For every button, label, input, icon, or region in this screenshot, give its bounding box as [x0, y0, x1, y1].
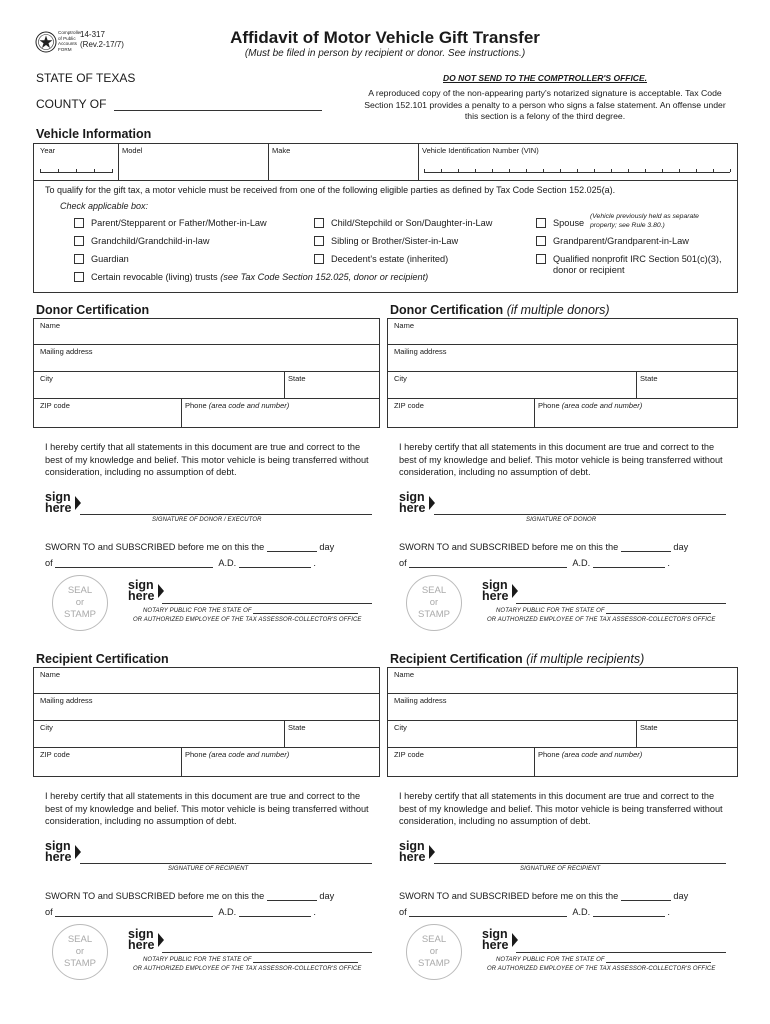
recipient-sign-here [45, 841, 71, 863]
sign-text: sign [399, 490, 425, 504]
donor2-state-field[interactable]: State [640, 374, 658, 383]
heading-text: Donor Certification [390, 303, 504, 317]
county-field[interactable] [114, 98, 322, 111]
nonprofit-checkbox[interactable] [536, 254, 546, 264]
sworn-label: SWORN TO and SUBSCRIBED before me on this the [399, 542, 619, 552]
nonprofit-label: Qualified nonprofit IRC Section 501(c)(3), donor or recipient [553, 254, 722, 275]
donor-sign-here [45, 492, 71, 514]
divider [636, 371, 637, 398]
comb-tick [441, 169, 442, 172]
recipient2-notary-caption-2: OR AUTHORIZED EMPLOYEE OF THE TAX ASSESSOR-COLLECTOR'S OFFICE [487, 966, 716, 972]
donor2-notary-caption [496, 607, 711, 614]
recipient2-notary-caption [496, 956, 711, 963]
recipient-address-table [33, 667, 380, 777]
sworn-label: SWORN TO and SUBSCRIBED before me on this the [45, 542, 265, 552]
recipient2-state-field[interactable]: State [640, 723, 658, 732]
donor2-signature-line[interactable] [434, 514, 726, 515]
donor2-address-table [387, 318, 738, 428]
donor2-phone-field[interactable] [538, 401, 642, 410]
sworn-day-field[interactable] [621, 541, 671, 552]
donor-sworn-date: of A.D. . [45, 558, 316, 568]
arrow-icon [75, 845, 81, 859]
recipient-multiple-heading [390, 652, 644, 666]
or-text: or [429, 597, 439, 608]
sibling-label: Sibling or Brother/Sister-in-Law [331, 236, 459, 246]
comb-tick [475, 169, 476, 172]
recipient2-signature-caption: SIGNATURE OF RECIPIENT [520, 866, 601, 872]
recipient-sworn-text [45, 890, 334, 901]
donor2-sworn-date: of A.D. . [399, 558, 670, 568]
arrow-icon [429, 845, 435, 859]
child-label: Child/Stepchild or Son/Daughter-in-Law [331, 218, 493, 228]
comb-tick [112, 169, 113, 172]
divider [534, 398, 535, 428]
sworn-day-field[interactable] [267, 890, 317, 901]
heading-note: (if multiple recipients) [526, 652, 645, 666]
recipient2-mailing-field[interactable]: Mailing address [394, 696, 447, 705]
recipient-notary-signature-line[interactable] [162, 952, 372, 953]
or-text: or [75, 597, 85, 608]
seal-text: SEAL [67, 585, 93, 596]
recipient-signature-caption: SIGNATURE OF RECIPIENT [168, 866, 249, 872]
divider [33, 720, 380, 721]
or-text: or [429, 946, 439, 957]
seal-text: SEAL [421, 585, 447, 596]
divider [33, 344, 380, 345]
sibling-checkbox[interactable] [314, 236, 324, 246]
comb-tick [458, 169, 459, 172]
recipient2-city-field[interactable]: City [394, 723, 407, 732]
here-text: here [482, 589, 509, 603]
here-text: here [399, 850, 426, 864]
of-label: of [45, 558, 53, 568]
year-label: Year [40, 146, 56, 155]
spouse-note: (Vehicle previously held as separate property; see Rule 3.80.) [590, 213, 699, 229]
recipient2-seal-stamp [406, 924, 462, 980]
form-subtitle: (Must be filed in person by recipient or donor. See instructions.) [244, 48, 526, 59]
heading-note: (if multiple donors) [506, 303, 610, 317]
state-label: STATE OF TEXAS [36, 71, 136, 85]
phone-text: Phone [538, 401, 560, 410]
divider [181, 747, 182, 777]
sworn-month-field[interactable] [55, 557, 213, 568]
penalty-notice: A reproduced copy of the non-appearing party's notarized signature is acceptable. Tax Code Section 152.101 provides a penalty to a person who signs a false statement. An offense under this section is a felony of the third degree. [364, 88, 726, 121]
grandparent-label: Grandparent/Grandparent-in-Law [553, 236, 689, 246]
arrow-icon [429, 496, 435, 510]
donor2-signature-caption: SIGNATURE OF DONOR [526, 517, 597, 523]
stamp-text: STAMP [417, 958, 451, 969]
vin-label: Vehicle Identification Number (VIN) [422, 146, 539, 155]
notary-state-field[interactable] [253, 956, 358, 963]
donor-phone-field[interactable] [185, 401, 289, 410]
donor2-zip-field[interactable]: ZIP code [394, 401, 424, 410]
arrow-icon [512, 933, 518, 947]
divider [387, 747, 738, 748]
donor-notary-caption-2: OR AUTHORIZED EMPLOYEE OF THE TAX ASSESSOR-COLLECTOR'S OFFICE [133, 617, 362, 623]
recipient-heading: Recipient Certification [36, 652, 169, 666]
donor-signature-line[interactable] [80, 514, 372, 515]
agency-line: FORM [58, 46, 72, 52]
seal-text: SEAL [67, 934, 93, 945]
divider [284, 371, 285, 398]
comb-tick [526, 169, 527, 172]
parent-label: Parent/Stepparent or Father/Mother-in-Law [91, 218, 267, 228]
agency-line: Comptroller [58, 30, 82, 35]
trust-label [91, 272, 428, 282]
comb-tick [611, 169, 612, 172]
recipient-mailing-field[interactable]: Mailing address [40, 696, 93, 705]
phone-note: (area code and number) [561, 401, 643, 410]
recipient2-sworn-text [399, 890, 688, 901]
comb-tick [645, 169, 646, 172]
county-text: COUNTY OF [36, 97, 107, 111]
divider [387, 693, 738, 694]
recipient-signature-line[interactable] [80, 863, 372, 864]
divider [33, 398, 380, 399]
of-label: of [399, 558, 407, 568]
sign-text: sign [399, 839, 425, 853]
divider [118, 143, 119, 180]
arrow-icon [512, 584, 518, 598]
guardian-label: Guardian [91, 254, 129, 264]
comb-tick [94, 169, 95, 172]
donor-notary-sign-here [128, 580, 154, 602]
comptroller-warning: DO NOT SEND TO THE COMPTROLLER'S OFFICE. [443, 73, 647, 83]
comb-tick [492, 169, 493, 172]
comb-tick [560, 169, 561, 172]
here-text: here [128, 589, 155, 603]
vehicle-row-divider [33, 180, 738, 181]
here-text: here [128, 938, 155, 952]
model-label: Model [122, 146, 143, 155]
decedent-label: Decedent's estate (inherited) [331, 254, 449, 264]
day-label: day [319, 542, 335, 552]
comb-tick [58, 169, 59, 172]
divider [418, 143, 419, 180]
sworn-month-field[interactable] [409, 557, 567, 568]
vehicle-heading: Vehicle Information [36, 127, 152, 141]
decedent-checkbox[interactable] [314, 254, 324, 264]
donor2-name-field[interactable]: Name [394, 321, 415, 330]
sworn-month-field[interactable] [55, 906, 213, 917]
agency-line: of Public [58, 35, 76, 41]
phone-text: Phone [185, 401, 207, 410]
donor-sworn-text [45, 541, 334, 552]
recipient-state-field[interactable]: State [288, 723, 306, 732]
notary-state-field[interactable] [606, 607, 711, 614]
sworn-label: SWORN TO and SUBSCRIBED before me on this the [399, 891, 619, 901]
donor-signature-caption: SIGNATURE OF DONOR / EXECUTOR [152, 517, 262, 523]
phone-text: Phone [185, 750, 207, 759]
sign-text: sign [45, 839, 71, 853]
divider [636, 720, 637, 747]
sworn-year-field[interactable] [239, 557, 311, 568]
comb-tick [696, 169, 697, 172]
phone-note: (area code and number) [208, 401, 290, 410]
spouse-checkbox[interactable] [536, 218, 546, 228]
divider [181, 398, 182, 428]
divider [387, 371, 738, 372]
divider [387, 720, 738, 721]
comb-tick [577, 169, 578, 172]
recipient-notary-caption-2: OR AUTHORIZED EMPLOYEE OF THE TAX ASSESSOR-COLLECTOR'S OFFICE [133, 966, 362, 972]
recipient2-signature-line[interactable] [434, 863, 726, 864]
divider [33, 747, 380, 748]
recipient-name-field[interactable]: Name [40, 670, 61, 679]
comb-tick [730, 169, 731, 172]
recipient2-phone-field[interactable] [538, 750, 642, 759]
donor-multiple-heading [390, 303, 610, 317]
donor2-sworn-text [399, 541, 688, 552]
recipient2-notary-signature-line[interactable] [516, 952, 726, 953]
seal-text: SEAL [421, 934, 447, 945]
sworn-day-field[interactable] [621, 890, 671, 901]
divider [534, 747, 535, 777]
sworn-month-field[interactable] [409, 906, 567, 917]
donor2-certify-statement: I hereby certify that all statements in this document are true and correct to the best of my knowledge and belief. This motor vehicle is being transferred without consideration, including no assumption of debt. [399, 442, 723, 477]
sign-text: sign [482, 578, 508, 592]
spouse-label: Spouse [553, 218, 585, 228]
recipient2-sworn-date: of A.D. . [399, 907, 670, 917]
donor-seal-stamp [52, 575, 108, 631]
sign-text: sign [482, 927, 508, 941]
recipient-certify-statement: I hereby certify that all statements in this document are true and correct to the best of my knowledge and belief. This motor vehicle is being transferred without consideration, including no assumption of debt. [45, 791, 369, 826]
donor-name-field[interactable]: Name [40, 321, 61, 330]
sworn-year-field[interactable] [239, 906, 311, 917]
recipient-notary-caption [143, 956, 358, 963]
notary-text: NOTARY PUBLIC FOR THE STATE OF [496, 957, 605, 963]
day-label: day [673, 891, 689, 901]
sign-text: sign [128, 578, 154, 592]
donor-heading: Donor Certification [36, 303, 150, 317]
divider [33, 371, 380, 372]
divider [268, 143, 269, 180]
recipient2-notary-sign-here [482, 929, 508, 951]
ad-label: A.D. [572, 907, 591, 917]
ad-label: A.D. [218, 558, 237, 568]
agency-line: Accounts [58, 41, 77, 47]
here-text: here [399, 501, 426, 515]
make-label: Make [272, 146, 291, 155]
of-label: of [45, 907, 53, 917]
notary-state-field[interactable] [253, 607, 358, 614]
arrow-icon [158, 933, 164, 947]
here-text: here [45, 501, 72, 515]
child-checkbox[interactable] [314, 218, 324, 228]
grandparent-checkbox[interactable] [536, 236, 546, 246]
recipient2-certify-statement: I hereby certify that all statements in this document are true and correct to the best of my knowledge and belief. This motor vehicle is being transferred without consideration, including no assumption of debt. [399, 791, 723, 826]
sworn-year-field[interactable] [593, 557, 665, 568]
donor2-notary-sign-here [482, 580, 508, 602]
grandchild-label: Grandchild/Grandchild-in-law [91, 236, 210, 246]
divider [33, 693, 380, 694]
day-label: day [319, 891, 335, 901]
donor-city-field[interactable]: City [40, 374, 53, 383]
arrow-icon [75, 496, 81, 510]
divider [387, 398, 738, 399]
ad-label: A.D. [218, 907, 237, 917]
check-instruction: Check applicable box: [60, 201, 149, 211]
comb-tick [594, 169, 595, 172]
guardian-checkbox[interactable] [74, 254, 84, 264]
recipient2-address-table [387, 667, 738, 777]
recipient-notary-sign-here [128, 929, 154, 951]
notary-text: NOTARY PUBLIC FOR THE STATE OF [496, 608, 605, 614]
form-revision: (Rev.2-17/7) [80, 40, 124, 49]
recipient2-name-field[interactable]: Name [394, 670, 415, 679]
trust-checkbox[interactable] [74, 272, 84, 282]
donor2-city-field[interactable]: City [394, 374, 407, 383]
recipient-sworn-date: of A.D. . [45, 907, 316, 917]
stamp-text: STAMP [63, 958, 97, 969]
here-text: here [45, 850, 72, 864]
donor-address-table [33, 318, 380, 428]
ad-label: A.D. [572, 558, 591, 568]
heading-text: Recipient Certification [390, 652, 523, 666]
donor-certify-statement: I hereby certify that all statements in this document are true and correct to the best of my knowledge and belief. This motor vehicle is being transferred without consideration, including no assumption of debt. [45, 442, 369, 477]
comb-tick [543, 169, 544, 172]
here-text: here [482, 938, 509, 952]
comb-tick [628, 169, 629, 172]
donor2-notary-caption-2: OR AUTHORIZED EMPLOYEE OF THE TAX ASSESSOR-COLLECTOR'S OFFICE [487, 617, 716, 623]
sworn-year-field[interactable] [593, 906, 665, 917]
comb-tick [40, 169, 41, 172]
donor2-notary-signature-line[interactable] [516, 603, 726, 604]
comb-tick [662, 169, 663, 172]
recipient2-sign-here [399, 841, 425, 863]
comb-tick [76, 169, 77, 172]
qualify-text: To qualify for the gift tax, a motor vehicle must be received from one of the following eligible parties as defined by Tax Code Section 152.025(a). [45, 185, 616, 195]
donor2-mailing-field[interactable]: Mailing address [394, 347, 447, 356]
comb-tick [509, 169, 510, 172]
recipient-city-field[interactable]: City [40, 723, 53, 732]
donor2-sign-here [399, 492, 425, 514]
phone-note: (area code and number) [208, 750, 290, 759]
donor2-seal-stamp [406, 575, 462, 631]
parent-checkbox[interactable] [74, 218, 84, 228]
recipient2-zip-field[interactable]: ZIP code [394, 750, 424, 759]
stamp-text: STAMP [63, 609, 97, 620]
recipient-seal-stamp [52, 924, 108, 980]
divider [284, 720, 285, 747]
arrow-icon [158, 584, 164, 598]
recipient-phone-field[interactable] [185, 750, 289, 759]
of-label: of [399, 907, 407, 917]
notary-state-field[interactable] [606, 956, 711, 963]
donor-notary-caption [143, 607, 358, 614]
county-label [36, 97, 322, 111]
stamp-text: STAMP [417, 609, 451, 620]
day-label: day [673, 542, 689, 552]
sign-text: sign [128, 927, 154, 941]
grandchild-checkbox[interactable] [74, 236, 84, 246]
comb-tick [424, 169, 425, 172]
donor-notary-signature-line[interactable] [162, 603, 372, 604]
notary-text: NOTARY PUBLIC FOR THE STATE OF [143, 957, 252, 963]
donor-zip-field[interactable]: ZIP code [40, 401, 70, 410]
form-number: 14-317 [80, 30, 105, 39]
donor-mailing-field[interactable]: Mailing address [40, 347, 93, 356]
form-title: Affidavit of Motor Vehicle Gift Transfer [230, 28, 540, 47]
sign-text: sign [45, 490, 71, 504]
trust-text: Certain revocable (living) trusts [91, 272, 218, 282]
recipient-zip-field[interactable]: ZIP code [40, 750, 70, 759]
comb-tick [679, 169, 680, 172]
phone-text: Phone [538, 750, 560, 759]
divider [387, 344, 738, 345]
sworn-label: SWORN TO and SUBSCRIBED before me on this the [45, 891, 265, 901]
or-text: or [75, 946, 85, 957]
notary-text: NOTARY PUBLIC FOR THE STATE OF [143, 608, 252, 614]
comb-tick [713, 169, 714, 172]
phone-note: (area code and number) [561, 750, 643, 759]
sworn-day-field[interactable] [267, 541, 317, 552]
trust-note: (see Tax Code Section 152.025, donor or recipient) [220, 272, 429, 282]
donor-state-field[interactable]: State [288, 374, 306, 383]
